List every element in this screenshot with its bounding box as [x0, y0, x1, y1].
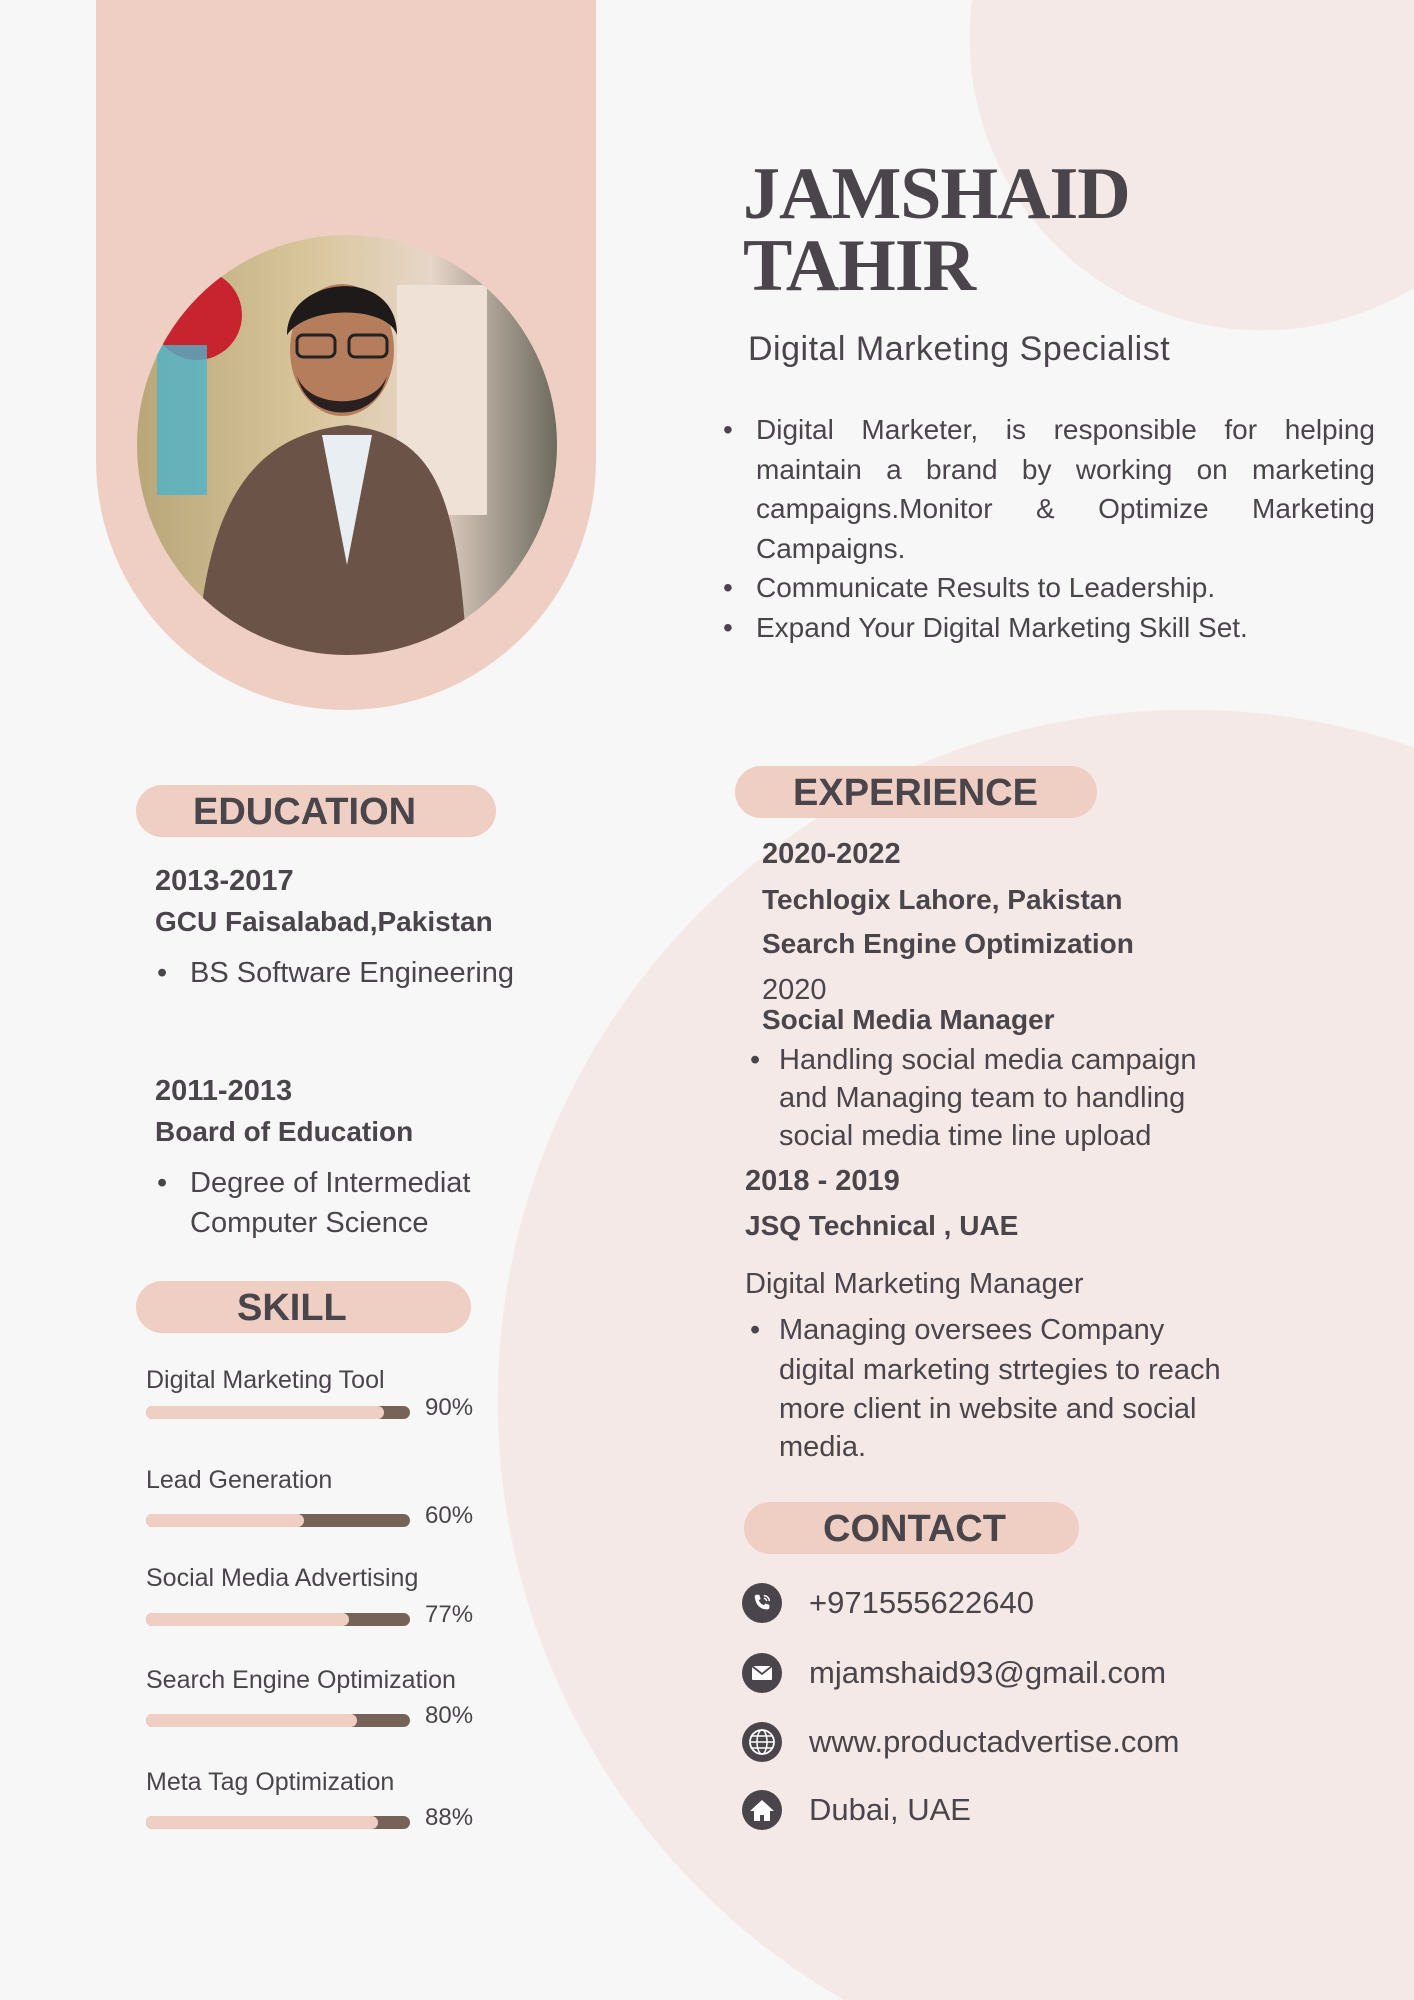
skill-percent: 77% [425, 1601, 474, 1628]
home-icon [742, 1790, 782, 1830]
first-name: JAMSHAID [743, 153, 1130, 235]
bullet: • [750, 1314, 761, 1346]
summary-item: • Expand Your Digital Marketing Skill Set. [723, 608, 1375, 648]
bullet: • [750, 1044, 761, 1076]
job-detail: digital marketing strtegies to reach [779, 1354, 1221, 1386]
skill-progress-bar [146, 1514, 410, 1527]
contact-phone[interactable]: +971555622640 [809, 1585, 1034, 1620]
job-years: 2018 - 2019 [745, 1165, 900, 1197]
phone-icon [742, 1583, 782, 1623]
globe-icon [742, 1722, 782, 1762]
skill-heading: SKILL [237, 1287, 347, 1329]
contact-heading: CONTACT [823, 1508, 1006, 1550]
education-institution: GCU Faisalabad,Pakistan [155, 906, 493, 937]
skill-progress-bar [146, 1613, 410, 1626]
summary-list [723, 410, 1375, 647]
education-years: 2011-2013 [155, 1075, 293, 1107]
job-detail: Managing oversees Company [779, 1314, 1165, 1346]
skill-progress-fill [146, 1514, 304, 1527]
bullet: • [157, 957, 168, 989]
education-detail: BS Software Engineering [190, 957, 515, 989]
skill-name: Lead Generation [146, 1466, 333, 1494]
contact-email[interactable]: mjamshaid93@gmail.com [809, 1655, 1167, 1690]
job-detail: media. [779, 1431, 867, 1463]
profile-photo [137, 235, 557, 655]
email-icon [742, 1653, 782, 1693]
education-years: 2013-2017 [155, 865, 294, 897]
skill-percent: 60% [425, 1502, 474, 1529]
summary-item: • Digital Marketer, is responsible for helping maintain a brand by working on marketing campaigns.Monitor & Optimize Marketing Campaigns. [723, 410, 1375, 568]
skill-percent: 88% [425, 1804, 474, 1831]
skill-percent: 90% [425, 1394, 474, 1421]
profile-photo-image [137, 235, 557, 655]
skill-progress-fill [146, 1714, 357, 1727]
experience-heading-pill [735, 766, 1097, 818]
skill-progress-fill [146, 1406, 384, 1419]
last-name: TAHIR [743, 225, 976, 307]
job-role: Digital Marketing Manager [745, 1268, 1084, 1300]
job-company: Techlogix Lahore, Pakistan [762, 884, 1123, 915]
contact-website[interactable]: www.productadvertise.com [809, 1724, 1180, 1759]
skill-progress-fill [146, 1816, 378, 1829]
education-heading: EDUCATION [193, 791, 417, 833]
skill-name: Meta Tag Optimization [146, 1768, 395, 1796]
job-detail: and Managing team to handling [779, 1082, 1186, 1114]
skill-progress-fill [146, 1613, 349, 1626]
skill-name: Digital Marketing Tool [146, 1366, 385, 1394]
experience-heading: EXPERIENCE [793, 772, 1038, 814]
job-detail: Handling social media campaign [779, 1044, 1197, 1076]
job-detail: more client in website and social [779, 1393, 1197, 1425]
education-institution: Board of Education [155, 1116, 414, 1147]
skill-percent: 80% [425, 1702, 474, 1729]
full-name [743, 153, 1130, 307]
skill-name: Social Media Advertising [146, 1564, 419, 1592]
education-detail: Degree of Intermediat [190, 1167, 471, 1199]
job-years: 2020 [762, 974, 827, 1006]
education-heading-pill [136, 785, 496, 837]
summary-item: • Communicate Results to Leadership. [723, 568, 1375, 608]
education-detail: Computer Science [190, 1207, 429, 1239]
contact-heading-pill [744, 1502, 1079, 1554]
skill-progress-bar [146, 1816, 410, 1829]
skill-name: Search Engine Optimization [146, 1666, 456, 1694]
contact-location: Dubai, UAE [809, 1792, 971, 1827]
skill-progress-bar [146, 1406, 410, 1419]
job-role: Search Engine Optimization [762, 928, 1134, 959]
bullet: • [157, 1167, 168, 1199]
job-years: 2020-2022 [762, 838, 901, 870]
skill-heading-pill [136, 1281, 471, 1333]
skill-progress-bar [146, 1714, 410, 1727]
job-role: Social Media Manager [762, 1004, 1055, 1035]
job-company: JSQ Technical , UAE [745, 1210, 1019, 1241]
job-detail: social media time line upload [779, 1120, 1152, 1152]
job-title: Digital Marketing Specialist [748, 330, 1171, 368]
